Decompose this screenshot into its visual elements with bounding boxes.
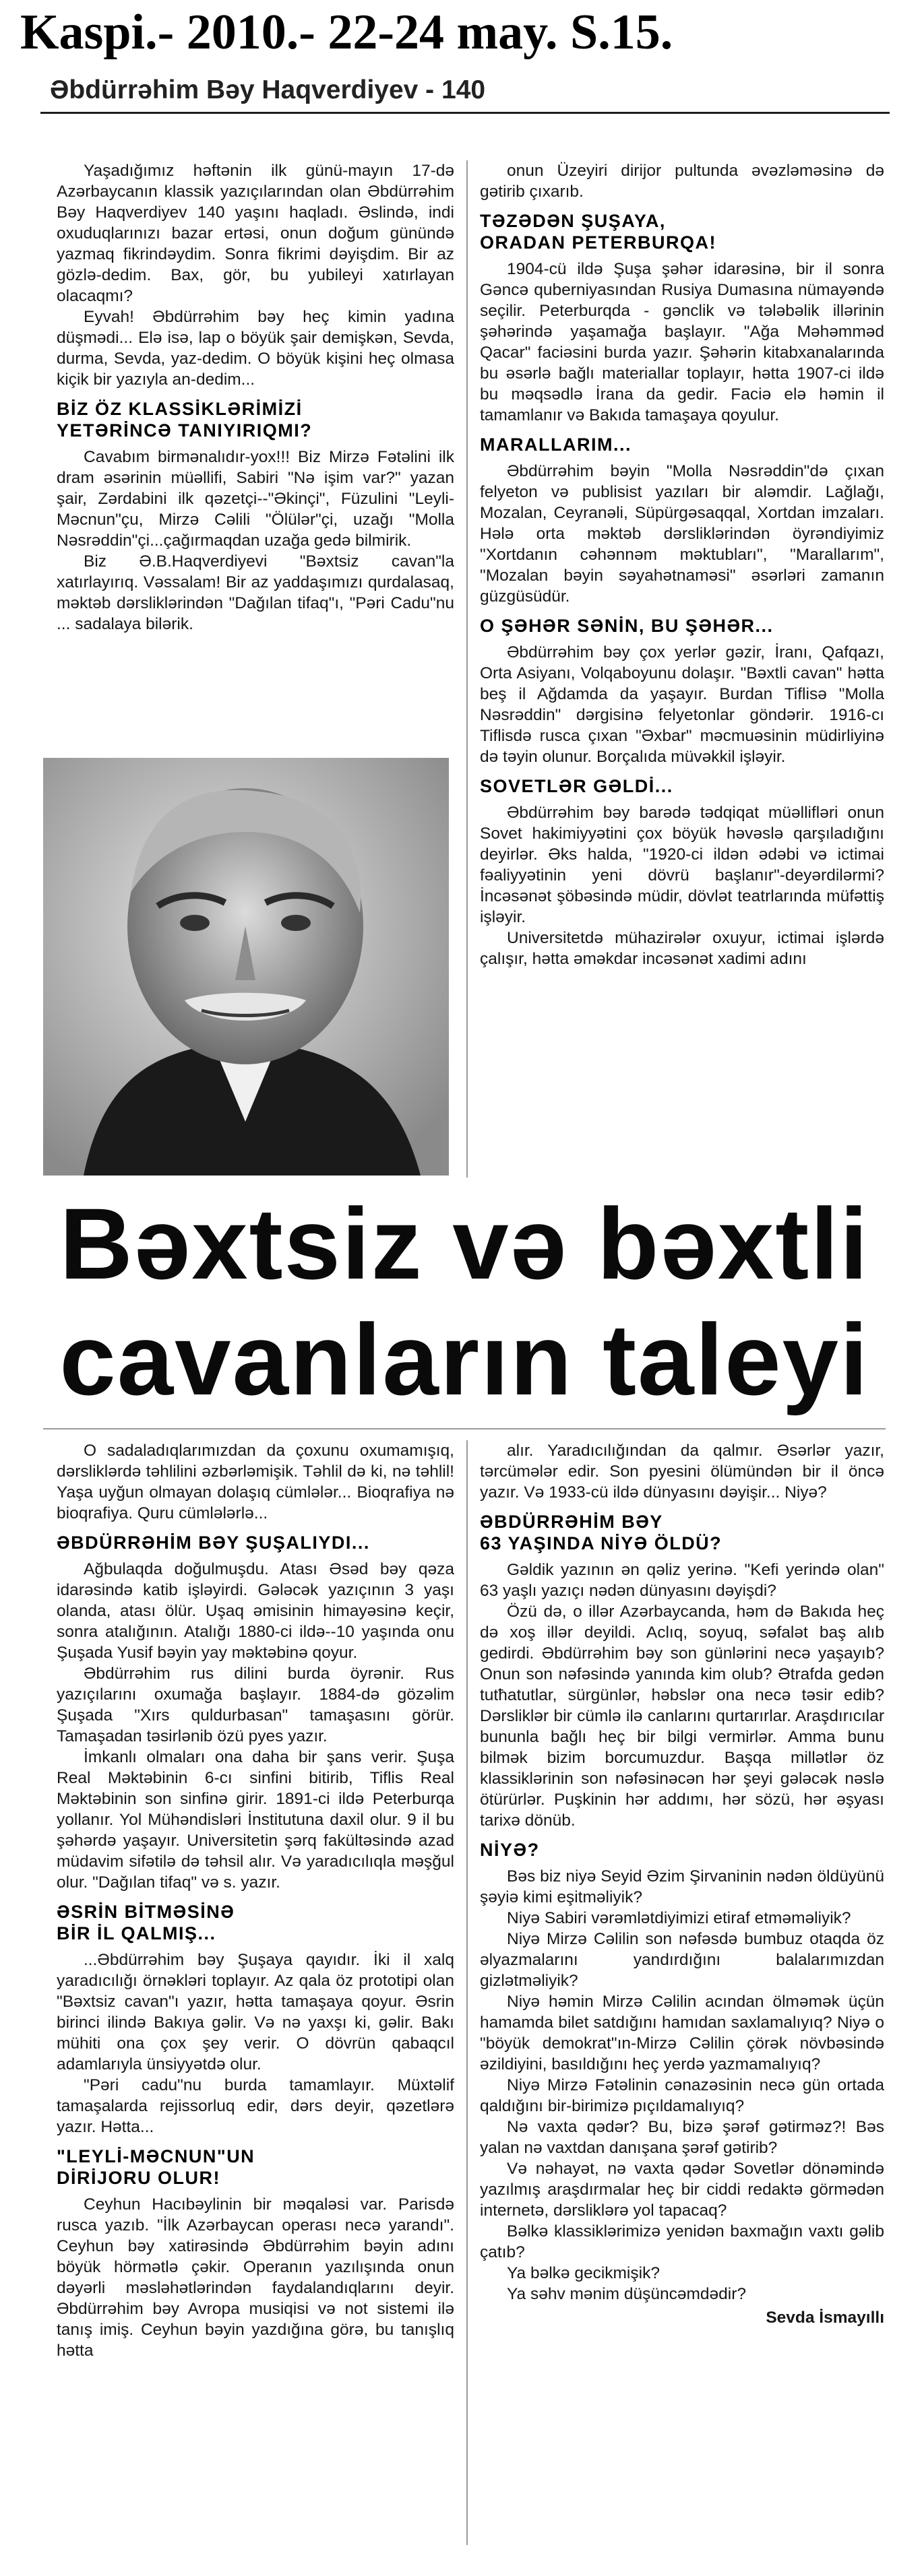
paragraph: Əbdürrəhim bəy çox yerlər gəzir, İranı, Qafqazı, Orta Asiyanı, Volqaboyunu dolaşır. "Bəxtli cavan" hətta beş il Ağdamda da yaşayır. Burdan Tiflisə "Molla Nəsrəddin" dərgisinə felyetonlar göndərir. 1916-cı Tiflisdə rusca çıxan "Əxbar" məcmuəsinin müdirliyinə də təyin olunur. Borçalıda müvəkkil işləyir. [480, 643, 884, 766]
paragraph: Ağbulaqda doğulmuşdu. Atası Əsəd bəy qəza idarəsində katib işləyirdi. Gələcək yazıçının 3 yaşı olanda, atası ölür. Uşaq əmisinin himayəsinə keçir, sonra atalığının. Atalığı 1880-ci ildə--10 yaşında onu Şuşada Yusif bəyin yay məktəbinə qoyur. [57, 1560, 454, 1662]
paragraph: Nə vaxta qədər? Bu, bizə şərəf gətirməz?! Bəs yalan nə vaxtdan danışana şərəf gətirib? [480, 2118, 884, 2157]
section-heading [480, 1511, 884, 1554]
paragraph: Niyə Mirzə Fətəlinin cənazəsinin necə gün ortada qaldığını bir-birimizə pıçıldamalıyıq? [480, 2076, 884, 2115]
column-top-right [480, 160, 884, 969]
section-heading-line: ƏBDÜRRƏHİM BƏY ŞUŞALIYDI... [57, 1533, 370, 1553]
paragraph: Əbdürrəhim bəyin "Molla Nəsrəddin"də çıxan felyeton və publisist yazıları bir aləmdir. Lağlağı, Mozalan, Ceyranəli, Süpürgəsaqqal, Xortdan imzaları. Hələ orta məktəb dərsliklərindən öyrəndiyimiz "Xortdanın cəhənnəm məktubları", "Marallarım", "Mozalan bəyin səyahətnaməsi" əsərləri zamanın güzgüsüdür. [480, 462, 884, 606]
column-bottom-left [57, 1440, 454, 2361]
section-heading [480, 1839, 884, 1861]
series-line: Əbdürrəhim Bəy Haqverdiyev - 140 [50, 75, 486, 104]
column-divider [466, 1440, 468, 2545]
paragraph: Və nəhayət, nə vaxta qədər Sovetlər dönəmində yazılmış araşdırmalar heç bir ciddi redaktə görmədən internetə, dərsliklərə yol tapacaq? [480, 2160, 884, 2220]
paragraph: onun Üzeyiri dirijor pultunda əvəzləməsinə də gətirib çıxarıb. [480, 162, 884, 201]
section-heading-line: O ŞƏHƏR SƏNİN, BU ŞƏHƏR... [480, 616, 774, 636]
section-heading [57, 1901, 454, 1944]
section-heading-line: SOVETLƏR GƏLDİ... [480, 776, 673, 796]
portrait-image [43, 758, 449, 1176]
paragraph: Bəs biz niyə Seyid Əzim Şirvaninin nədən öldüyünü şəyiə kimi eşitməliyik? [480, 1867, 884, 1906]
section-heading [57, 2146, 454, 2189]
paragraph: "Pəri cadu"nu burda tamamlayır. Müxtəlif tamaşalarda rejissorluq edir, dərs deyir, qəzetlərə yazır. Hətta... [57, 2076, 454, 2136]
paragraph: Cavabım birmənalıdır-yox!!! Biz Mirzə Fətəlini ilk dram əsərinin müəllifi, Sabiri "Nə işim var?" yazan şair, Zərdabini ilk qəzetçi--"Əkinçi", Füzulini "Leyli-Məcnun"çu, Mirzə Cəlili "Ölülər"çi, uzağı "Molla Nəsrəddin"çi...çağırmaqdan uzağa gedə bilmirik. [57, 448, 454, 550]
section-heading [480, 615, 884, 637]
section-heading-line: YETƏRİNCƏ TANIYIRIQMI? [57, 420, 313, 441]
paragraph: Yaşadığımız həftənin ilk günü-mayın 17-də Azərbaycanın klassik yazıçılarından olan Əbdürrəhim Bəy Haqverdiyev 140 yaşını haqladı. Əslində, indi oxuduqlarınızı bazar ertəsi, onun doğum günündə yazmaq fikrindəydim. Sonra fikrimi dəyişdim. Bir az gözlə-dedim. Bax, gör, bu yubileyi xatırlayan olacaqmı? [57, 162, 454, 305]
paragraph: Gəldik yazının ən qəliz yerinə. "Kefi yerində olan" 63 yaşlı yazıçı nədən dünyasını dəyişdi? [480, 1561, 884, 1600]
section-heading-line: DİRİJORU OLUR! [57, 2168, 220, 2188]
section-heading-line: "LEYLİ-MƏCNUN"UN [57, 2146, 255, 2166]
header-rule [40, 112, 890, 114]
paragraph: Ceyhun Hacıbəylinin bir məqaləsi var. Parisdə rusca yazıb. "İlk Azərbaycan operası necə yarandı". Ceyhun bəy xatirəsində Əbdürrəhim bəyin adını böyük hörmətlə çəkir. Operanın yazılışında onun dəyərli məsləhətlərindən faydalandıqlarını deyir. Əbdürrəhim bəy Avropa musiqisi və not sistemi ilə tanış imiş. Ceyhun bəyin yazdığına görə, bu tanışlıq hətta [57, 2195, 454, 2360]
section-heading-line: BİR İL QALMIŞ... [57, 1923, 216, 1943]
section-heading [480, 210, 884, 253]
paragraph: Niyə həmin Mirzə Cəlilin acından ölməmək üçün hamamda bilet satdığını hamıdan saxlamalıyıq? Niyə o "böyük demokrat"ın-Mirzə Cəlilin çörək növbəsində əzildiyini, basıldığını heç yerdə yazmamalıyıq? [480, 1993, 884, 2073]
author-portrait-photo [43, 758, 449, 1176]
column-divider [466, 160, 468, 1178]
paragraph: Əbdürrəhim rus dilini burda öyrənir. Rus yazıçılarını oxumağa başlayır. 1884-də gözəlim Şuşada "Xırs quldurbasan" tamaşasını görür. Tamaşadan təsirlənib özü pyes yazır. [57, 1665, 454, 1745]
column-bottom-right [480, 1440, 884, 2328]
headline-line-1: Bəxtsiz və bəxtli [59, 1187, 869, 1300]
headline-line-2: cavanların taleyi [59, 1303, 869, 1416]
section-heading-line: MARALLARIM... [480, 434, 632, 455]
paragraph: Ya bəlkə gecikmişik? [507, 2264, 660, 2282]
section-heading-line: 63 YAŞINDA NİYƏ ÖLDÜ? [480, 1533, 723, 1553]
section-heading-line: ORADAN PETERBURQA! [480, 232, 716, 253]
paragraph: O sadaladıqlarımızdan da çoxunu oxumamışıq, dərsliklərdə təhlilini əzbərləmişik. Təhlil də ki, nə təhlil! Yaşa uyğun olmayan dolaşıq cümlələr... Bioqrafiya nə bioqrafiya. Quru cümlələrlə... [57, 1442, 454, 1522]
section-heading [480, 775, 884, 797]
section-heading [480, 434, 884, 455]
headline [43, 1186, 886, 1417]
section-heading-line: NİYƏ? [480, 1840, 540, 1860]
masthead: Kaspi.- 2010.- 22-24 may. S.15. [20, 5, 673, 60]
paragraph: Özü də, o illər Azərbaycanda, həm də Bakıda heç də xoş illər deyildi. Aclıq, soyuq, səfalət baş alıb gedirdi. Əbdürrəhim bəy son günlərini necə yaşayıb? Onun son nəfəsində yanında kim olub? Ətrafda gedən tutħatutlar, sürgünlər, həbslər ona necə təsir edib? Dərsliklər bir cümlə ilə canlarını qurtarırlar. Araşdırıcılar bununla bağlı heç bir bilgi vermirlər. Amma bunu bilmək bizim borcumuzdur. Başqa millətlər öz klassiklərinin son nəfəsinəcən hər şeyi gələcək nəslə ötürürlər. Puşkinin hər addımı, hər sözü, hər əşyası tarixə dönüb. [480, 1603, 884, 1830]
section-heading-line: ƏSRİN BİTMƏSİNƏ [57, 1902, 235, 1922]
paragraph: Əbdürrəhim bəy barədə tədqiqat müəllifləri onun Sovet hakimiyyətini çox böyük həvəslə qarşıladığını deyirlər. Əks halda, "1920-ci ildən ədəbi və ictimai fəaliyyətinin yeni dövrü başlanır"-deyərdilərmi? İncəsənət şöbəsində müdir, dövlət teatrlarında müfəttiş işləyir. [480, 804, 884, 926]
paragraph: İmkanlı olmaları ona daha bir şans verir. Şuşa Real Məktəbinin 6-cı sinfini bitirib, Tiflis Real Məktəbinin son sinfinə girir. 1891-ci ildə Peterburqa yollanır. Yol Mühəndisləri İnstitutuna daxil olur. 9 il bu şəhərdə yaşayır. Universitetin şərq fakültəsində azad müdavim sifətilə də təhsil alır. Və yaradıcılıqla məşğul olur. "Dağılan tifaq" və s. yazır. [57, 1748, 454, 1892]
paragraph: Niyə Sabiri vərəmlətdiyimizi etiraf etməməliyik? [507, 1909, 851, 1927]
paragraph: Eyvah! Əbdürrəhim bəy heç kimin yadına düşmədi... Elə isə, lap o böyük şair demişkən, Sevda, durma, Sevda, yaz-dedim. O böyük kişini heç olmasa kiçik bir yazıyla an-dedim... [57, 308, 454, 389]
paragraph: ...Əbdürrəhim bəy Şuşaya qayıdır. İki il xalq yaradıcılığı örnəkləri toplayır. Az qala öz prototipi olan "Bəxtsiz cavan"ı yazır, hətta tamaşaya qoyur. Əsrin birinci ilində Bakıya gəlir. Və nə yaxşı ki, gəlir. Bakı mühiti ona çox şey verir. O dövrün qabaqcıl adamlarıyla ünsiyyətdə olur. [57, 1951, 454, 2073]
column-top-left [57, 160, 454, 635]
section-heading-line: ƏBDÜRRƏHİM BƏY [480, 1512, 663, 1532]
author-signature: Sevda İsmayıllı [766, 2309, 884, 2327]
section-separator [43, 1428, 886, 1429]
paragraph: Biz Ə.B.Haqverdiyevi "Bəxtsiz cavan"la xatırlayırıq. Vəssalam! Bir az yaddaşımızı qurdalasaq, məktəb dərsliklərindən "Dağılan tifaq"ı, "Pəri Cadu"nu ... sadalaya bilərik. [57, 552, 454, 633]
paragraph: alır. Yaradıcılığından da qalmır. Əsərlər yazır, tərcümələr edir. Son pyesini ölümündən bir il öncə yazır. Və 1933-cü ildə dünyasını dəyişir... Niyə? [480, 1442, 884, 1502]
paragraph: 1904-cü ildə Şuşa şəhər idarəsinə, bir il sonra Gəncə quberniyasından Rusiya Dumasına nümayəndə seçilir. Peterburqda - gənclik və tələbəlik illərinin şəhərində yaşamağa başlayır. "Ağa Məhəmməd Qacar" faciəsini burda yazır. Şəhərin kitabxanalarında bu əsərlə bağlı materiallar toplayır, hətta 1907-ci ildə bu məqsədlə İrana da gedir. Faciə elə həmin il tamamlanır və Bakıda tamaşaya qoyulur. [480, 260, 884, 424]
paragraph: Bəlkə klassiklərimizə yenidən baxmağın vaxtı gəlib çatıb? [480, 2222, 884, 2261]
paragraph: Universitetdə mühazirələr oxuyur, ictimai işlərdə çalışır, hətta əməkdar incəsənət xadimi adını [480, 929, 884, 968]
section-heading [57, 398, 454, 441]
paragraph: Niyə Mirzə Cəlilin son nəfəsdə bumbuz otaqda öz əlyazmalarını yandırdığını balalarımızdan gizlətməliyik? [480, 1930, 884, 1990]
section-heading-line: TƏZƏDƏN ŞUŞAYA, [480, 211, 666, 231]
section-heading-line: BİZ ÖZ KLASSİKLƏRİMİZİ [57, 399, 303, 419]
paragraph: Ya səhv mənim düşüncəmdədir? [507, 2285, 746, 2303]
section-heading [57, 1532, 454, 1553]
